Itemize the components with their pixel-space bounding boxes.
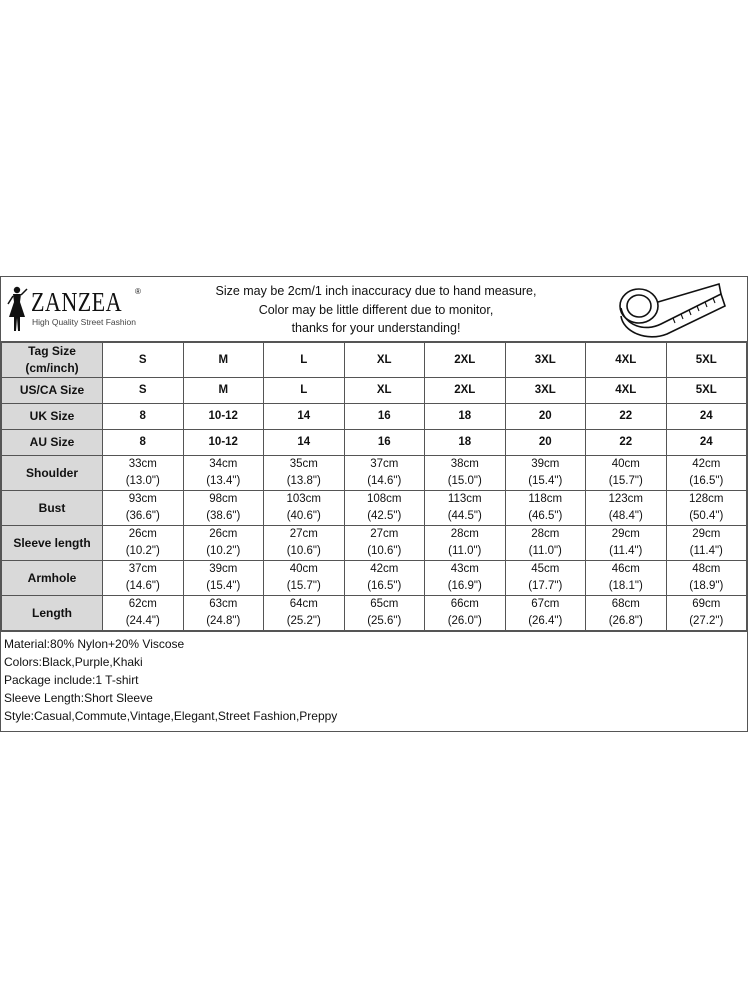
measurement-inch: (14.6") xyxy=(367,475,402,487)
measurement-inch: (15.7") xyxy=(286,580,321,592)
measurement-inch: (36.6") xyxy=(125,510,160,522)
size-cell: 5XL xyxy=(666,378,747,404)
size-cell: 8 xyxy=(103,404,184,430)
measurement-cm: 26cm xyxy=(209,528,238,540)
size-cell: 18 xyxy=(425,430,506,456)
measurement-cell xyxy=(666,456,747,491)
measurement-cm: 68cm xyxy=(611,598,640,610)
info-sleeve-length: Sleeve Length:Short Sleeve xyxy=(4,691,153,705)
size-cell: 20 xyxy=(505,404,586,430)
measurement-cm: 67cm xyxy=(531,598,560,610)
measurement-cell xyxy=(666,561,747,596)
measurement-inch: (26.4") xyxy=(528,615,563,627)
measurement-cell xyxy=(183,596,264,631)
measurement-inch: (16.5") xyxy=(367,580,402,592)
measurement-row xyxy=(2,456,747,491)
measurement-cm: 48cm xyxy=(692,563,721,575)
measurement-inch: (11.4") xyxy=(609,545,643,557)
measurement-inch: (13.8") xyxy=(286,475,321,487)
measurement-cell xyxy=(666,526,747,561)
size-row xyxy=(2,343,747,378)
measurement-cm: 27cm xyxy=(289,528,318,540)
size-chart xyxy=(0,276,748,732)
measurement-cm: 66cm xyxy=(450,598,479,610)
measurement-inch: (17.7") xyxy=(528,580,563,592)
measurement-cm: 33cm xyxy=(128,458,157,470)
row-header-label: Tag Size xyxy=(28,344,76,358)
size-row xyxy=(2,378,747,404)
measurement-cell xyxy=(505,596,586,631)
size-row xyxy=(2,430,747,456)
measurement-cell xyxy=(425,561,506,596)
measurement-cell xyxy=(344,561,425,596)
measurement-cell xyxy=(103,596,184,631)
measurement-label: Sleeve length xyxy=(2,526,103,561)
size-cell: 22 xyxy=(586,404,667,430)
measurement-inch: (48.4") xyxy=(608,510,643,522)
measurement-inch: (10.2") xyxy=(125,545,160,557)
measurement-cm: 45cm xyxy=(531,563,560,575)
row-header-label: US/CA Size xyxy=(19,383,85,397)
measurement-cell xyxy=(425,526,506,561)
measurement-cell xyxy=(666,596,747,631)
measurement-cell xyxy=(344,491,425,526)
measurement-inch: (16.9") xyxy=(447,580,482,592)
measurement-inch: (16.5") xyxy=(689,475,724,487)
measurement-cm: 42cm xyxy=(370,563,399,575)
size-cell: L xyxy=(264,343,345,378)
measurement-inch: (50.4") xyxy=(689,510,724,522)
measurement-inch: (46.5") xyxy=(528,510,563,522)
measurement-cell xyxy=(103,456,184,491)
measurement-inch: (18.9") xyxy=(689,580,724,592)
measurement-cell xyxy=(183,491,264,526)
product-info xyxy=(1,631,747,731)
row-header xyxy=(2,404,103,430)
measurement-cm: 39cm xyxy=(209,563,238,575)
measurement-cm: 29cm xyxy=(611,528,640,540)
measurement-cell xyxy=(586,491,667,526)
measurement-cm: 128cm xyxy=(688,493,724,505)
size-cell: 2XL xyxy=(425,378,506,404)
size-cell: 14 xyxy=(264,430,345,456)
measurement-cell xyxy=(505,456,586,491)
measurement-cell xyxy=(183,456,264,491)
row-header xyxy=(2,378,103,404)
brand-logo xyxy=(7,285,157,335)
measurement-cell xyxy=(103,561,184,596)
notice-line: Size may be 2cm/1 inch inaccuracy due to hand measure, xyxy=(215,284,537,298)
measurement-cell xyxy=(183,561,264,596)
size-cell: XL xyxy=(344,378,425,404)
measurement-cm: 65cm xyxy=(370,598,399,610)
size-cell: 4XL xyxy=(586,343,667,378)
measurement-cm: 62cm xyxy=(128,598,157,610)
size-cell: S xyxy=(103,378,184,404)
measurement-cm: 40cm xyxy=(289,563,318,575)
measurement-cm: 46cm xyxy=(611,563,640,575)
measurement-cm: 64cm xyxy=(289,598,318,610)
measurement-label: Length xyxy=(2,596,103,631)
size-cell: 5XL xyxy=(666,343,747,378)
measurement-cell xyxy=(505,526,586,561)
measurement-cell xyxy=(505,491,586,526)
size-cell: 24 xyxy=(666,430,747,456)
measurement-inch: (10.6") xyxy=(286,545,321,557)
measurement-cell xyxy=(425,491,506,526)
measurement-cm: 28cm xyxy=(531,528,560,540)
measurement-inch: (10.2") xyxy=(206,545,241,557)
size-cell: 3XL xyxy=(505,378,586,404)
measurement-cm: 39cm xyxy=(531,458,560,470)
size-cell: 14 xyxy=(264,404,345,430)
registered-mark: ® xyxy=(135,287,141,296)
measurement-notice xyxy=(161,282,591,338)
measurement-inch: (13.4") xyxy=(206,475,241,487)
measurement-cell xyxy=(103,526,184,561)
measurement-inch: (18.1") xyxy=(608,580,643,592)
size-cell: 16 xyxy=(344,430,425,456)
measurement-cm: 26cm xyxy=(128,528,157,540)
measurement-row xyxy=(2,561,747,596)
measurement-cm: 69cm xyxy=(692,598,721,610)
measurement-cell xyxy=(264,596,345,631)
measurement-cell xyxy=(344,456,425,491)
chart-header xyxy=(1,277,747,342)
size-cell: 22 xyxy=(586,430,667,456)
measurement-cm: 108cm xyxy=(366,493,402,505)
measurement-inch: (13.0") xyxy=(125,475,160,487)
size-cell: 10-12 xyxy=(183,430,264,456)
measurement-cell xyxy=(344,596,425,631)
measuring-tape-icon xyxy=(611,280,729,338)
measurement-cm: 93cm xyxy=(128,493,157,505)
measurement-cm: 42cm xyxy=(692,458,721,470)
size-cell: L xyxy=(264,378,345,404)
size-cell: XL xyxy=(344,343,425,378)
row-header xyxy=(2,430,103,456)
size-cell: M xyxy=(183,378,264,404)
measurement-inch: (11.0") xyxy=(448,545,482,557)
measurement-cm: 27cm xyxy=(370,528,399,540)
measurement-cm: 43cm xyxy=(450,563,479,575)
measurement-cm: 98cm xyxy=(209,493,238,505)
measurement-inch: (26.8") xyxy=(608,615,643,627)
size-cell: 20 xyxy=(505,430,586,456)
measurement-inch: (25.2") xyxy=(286,615,321,627)
brand-name: ZANZEA xyxy=(31,287,123,317)
measurement-cell xyxy=(586,526,667,561)
size-cell: 3XL xyxy=(505,343,586,378)
measurement-inch: (44.5") xyxy=(447,510,482,522)
measurement-label: Bust xyxy=(2,491,103,526)
measurement-cm: 37cm xyxy=(128,563,157,575)
measurement-cm: 28cm xyxy=(450,528,479,540)
measurement-inch: (14.6") xyxy=(125,580,160,592)
brand-tagline: High Quality Street Fashion xyxy=(32,317,136,327)
size-cell: 8 xyxy=(103,430,184,456)
measurement-label: Armhole xyxy=(2,561,103,596)
measurement-cell xyxy=(586,596,667,631)
info-material: Material:80% Nylon+20% Viscose xyxy=(4,637,185,651)
row-header-label: AU Size xyxy=(29,435,75,449)
size-cell: S xyxy=(103,343,184,378)
size-row xyxy=(2,404,747,430)
notice-line: Color may be little different due to monitor, xyxy=(258,302,494,317)
measurement-cell xyxy=(183,526,264,561)
measurement-row xyxy=(2,491,747,526)
measurement-inch: (24.8") xyxy=(206,615,241,627)
woman-silhouette-icon xyxy=(7,285,29,333)
measurement-cm: 123cm xyxy=(608,493,644,505)
size-cell: 10-12 xyxy=(183,404,264,430)
measurement-inch: (24.4") xyxy=(125,615,160,627)
measurement-cell xyxy=(264,491,345,526)
measurement-inch: (10.6") xyxy=(367,545,402,557)
measurement-inch: (15.7") xyxy=(608,475,643,487)
measurement-inch: (15.4") xyxy=(206,580,241,592)
measurement-inch: (26.0") xyxy=(447,615,482,627)
measurement-cm: 38cm xyxy=(450,458,479,470)
measurement-cm: 113cm xyxy=(447,493,482,505)
size-cell: 2XL xyxy=(425,343,506,378)
measurement-cell xyxy=(264,561,345,596)
measurement-cell xyxy=(425,456,506,491)
measurement-cm: 29cm xyxy=(692,528,721,540)
measurement-inch: (15.0") xyxy=(447,475,482,487)
notice-line: thanks for your understanding! xyxy=(291,321,461,335)
measurement-cell xyxy=(586,456,667,491)
info-style: Style:Casual,Commute,Vintage,Elegant,Street Fashion,Preppy xyxy=(4,709,338,723)
measurement-cm: 103cm xyxy=(286,493,322,505)
measurement-cm: 35cm xyxy=(289,458,318,470)
measurement-inch: (25.6") xyxy=(367,615,402,627)
size-cell: 18 xyxy=(425,404,506,430)
measurement-inch: (40.6") xyxy=(286,510,321,522)
measurement-cell xyxy=(425,596,506,631)
measurement-cell xyxy=(666,491,747,526)
measurement-row xyxy=(2,526,747,561)
measurement-inch: (11.0") xyxy=(528,545,562,557)
row-header xyxy=(2,343,103,378)
measurement-inch: (38.6") xyxy=(206,510,241,522)
measurement-inch: (27.2") xyxy=(689,615,724,627)
measurement-cell xyxy=(344,526,425,561)
size-cell: 16 xyxy=(344,404,425,430)
measurement-cell xyxy=(505,561,586,596)
info-colors: Colors:Black,Purple,Khaki xyxy=(4,655,143,669)
size-cell: 4XL xyxy=(586,378,667,404)
measurement-inch: (15.4") xyxy=(528,475,563,487)
measurement-cell xyxy=(264,456,345,491)
info-package: Package include:1 T-shirt xyxy=(4,673,139,687)
measurement-row xyxy=(2,596,747,631)
measurement-inch: (42.5") xyxy=(367,510,402,522)
measurement-cell xyxy=(586,561,667,596)
size-cell: M xyxy=(183,343,264,378)
measurement-cm: 118cm xyxy=(528,493,563,505)
measurement-cm: 40cm xyxy=(611,458,640,470)
row-header-label: UK Size xyxy=(29,409,75,423)
measurement-cm: 63cm xyxy=(209,598,238,610)
size-table xyxy=(1,342,747,631)
measurement-cm: 37cm xyxy=(370,458,399,470)
measurement-label: Shoulder xyxy=(2,456,103,491)
measurement-cm: 34cm xyxy=(209,458,238,470)
measurement-cell xyxy=(264,526,345,561)
measurement-cell xyxy=(103,491,184,526)
row-header-sublabel: (cm/inch) xyxy=(25,361,79,375)
measurement-inch: (11.4") xyxy=(689,545,723,557)
size-cell: 24 xyxy=(666,404,747,430)
